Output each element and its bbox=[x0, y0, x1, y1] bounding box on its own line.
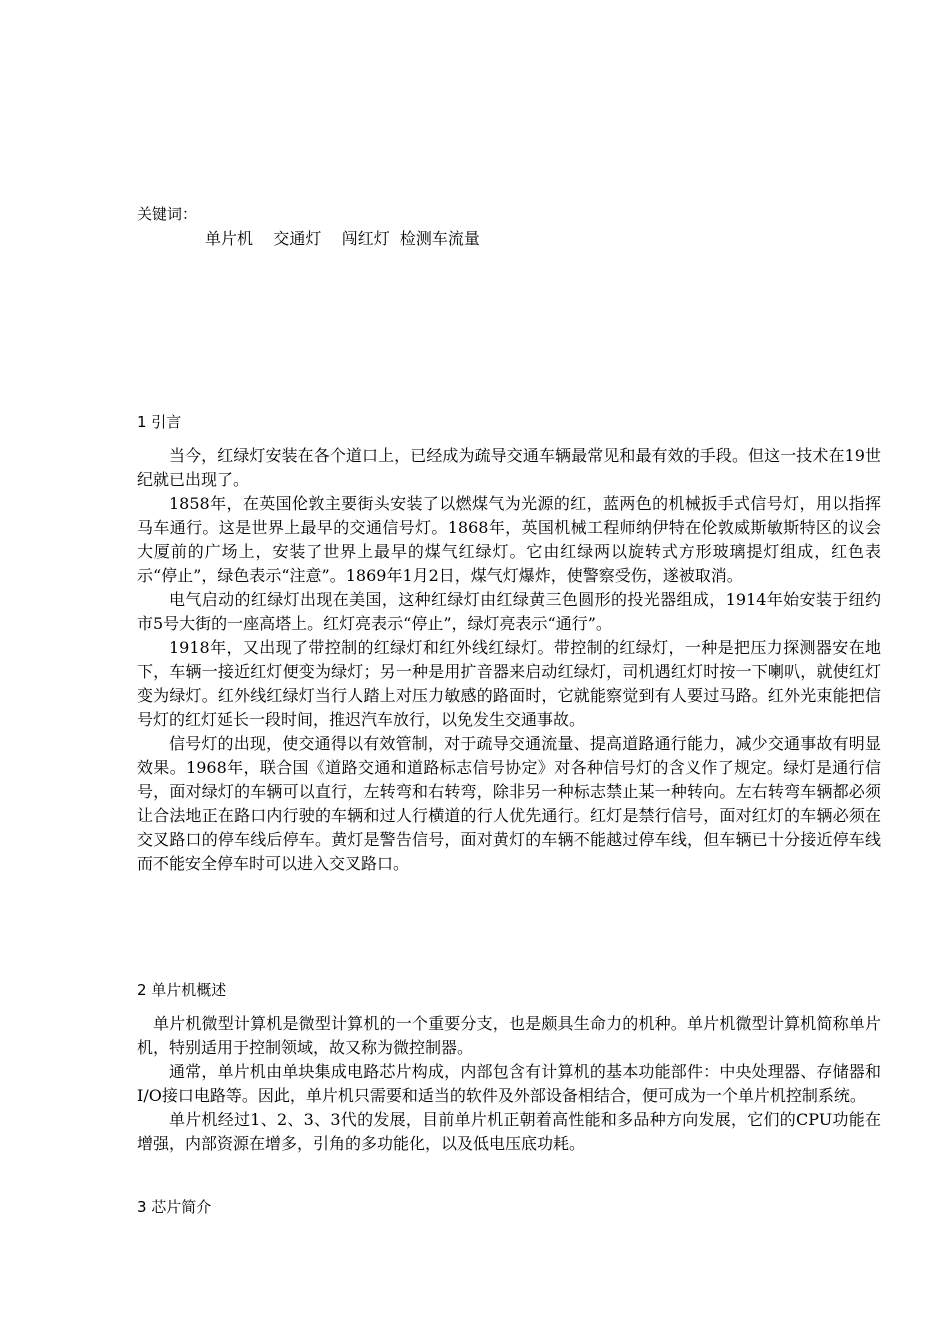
paragraph: 1918年，又出现了带控制的红绿灯和红外线红绿灯。带控制的红绿灯，一种是把压力探测器安在地下，车辆一接近红灯便变为绿灯；另一种是用扩音器来启动红绿灯，司机遇红灯时按一下喇叭，就使红灯变为绿灯。红外线红绿灯当行人踏上对压力敏感的路面时，它就能察觉到有人要过马路。红外光束能把信号灯的红灯延长一段时间，推迟汽车放行，以免发生交通事故。 bbox=[137, 638, 881, 729]
section-body-introduction bbox=[137, 444, 881, 876]
paragraph: 1858年，在英国伦敦主要街头安装了以燃煤气为光源的红，蓝两色的机械扳手式信号灯，用以指挥马车通行。这是世界上最早的交通信号灯。1868年，英国机械工程师纳伊特在伦敦威斯敏斯特区的议会大厦前的广场上，安装了世界上最早的煤气红绿灯。它由红绿两以旋转式方形玻璃提灯组成，红色表示“停止”，绿色表示“注意”。1869年1月2日，煤气灯爆炸，使警察受伤，遂被取消。 bbox=[137, 494, 881, 585]
paragraph: 单片机经过1、2、3、3代的发展，目前单片机正朝着高性能和多品种方向发展，它们的CPU功能在增强，内部资源在增多，引角的多功能化，以及低电压底功耗。 bbox=[137, 1110, 881, 1153]
section-heading-chip-intro: 3 芯片简介 bbox=[137, 1198, 212, 1216]
paragraph: 信号灯的出现，使交通得以有效管制，对于疏导交通流量、提高道路通行能力，减少交通事故有明显效果。1968年，联合国《道路交通和道路标志信号协定》对各种信号灯的含义作了规定。绿灯是通行信号，面对绿灯的车辆可以直行，左转弯和右转弯，除非另一种标志禁止某一种转向。左右转弯车辆都必须让合法地正在路口内行驶的车辆和过人行横道的行人优先通行。红灯是禁行信号，面对红灯的车辆必须在交叉路口的停车线后停车。黄灯是警告信号，面对黄灯的车辆不能越过停车线，但车辆已十分接近停车线而不能安全停车时可以进入交叉路口。 bbox=[137, 734, 881, 873]
keywords-list: 单片机 交通灯 闯红灯 检测车流量 bbox=[205, 229, 480, 248]
section-heading-introduction: 1 引言 bbox=[137, 413, 182, 431]
paragraph: 通常，单片机由单块集成电路芯片构成，内部包含有计算机的基本功能部件：中央处理器、存储器和I/O接口电路等。因此，单片机只需要和适当的软件及外部设备相结合，便可成为一个单片机控制系统。 bbox=[137, 1062, 881, 1105]
paragraph: 单片机微型计算机是微型计算机的一个重要分支，也是颇具生命力的机种。单片机微型计算机简称单片机，特别适用于控制领域，故又称为微控制器。 bbox=[137, 1014, 881, 1057]
section-body-mcu-overview bbox=[137, 1012, 881, 1156]
paragraph: 电气启动的红绿灯出现在美国，这种红绿灯由红绿黄三色圆形的投光器组成，1914年始安装于纽约市5号大街的一座高塔上。红灯亮表示“停止”，绿灯亮表示“通行”。 bbox=[137, 590, 881, 633]
section-heading-mcu-overview: 2 单片机概述 bbox=[137, 981, 227, 999]
keywords-label: 关键词： bbox=[137, 205, 198, 223]
paragraph: 当今，红绿灯安装在各个道口上，已经成为疏导交通车辆最常见和最有效的手段。但这一技术在19世纪就已出现了。 bbox=[137, 446, 881, 489]
